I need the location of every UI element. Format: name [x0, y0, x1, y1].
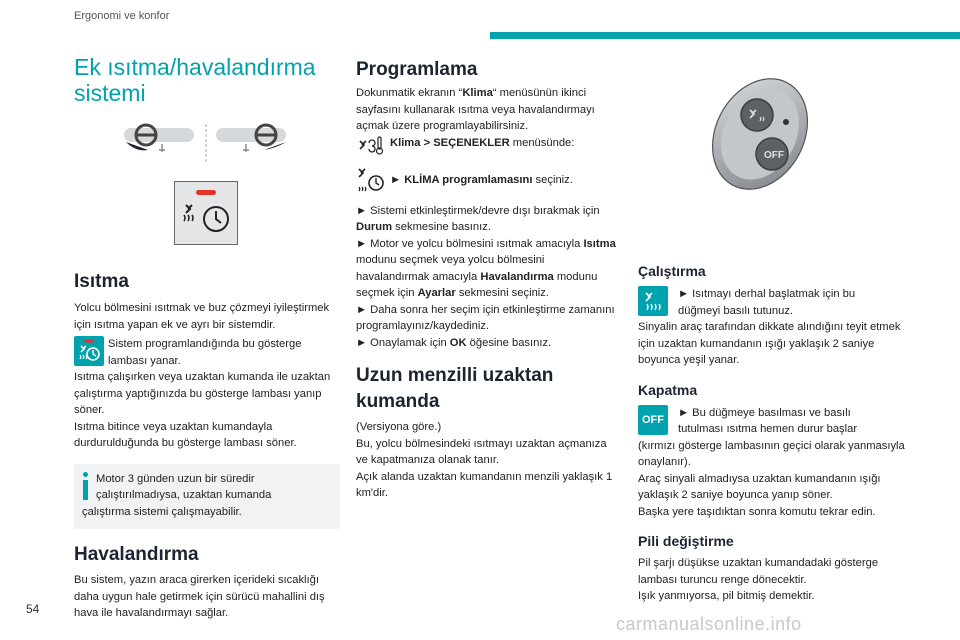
heading-battery: Pili değiştirme — [638, 533, 734, 549]
column-3 — [638, 54, 908, 605]
heading-remote: Uzun menzilli uzaktan kumanda — [356, 365, 554, 412]
info-note: Motor 3 günden uzun bir süredir çalıştırılmadıysa, uzaktan kumanda çalıştırma sistemi çalışmayabilir. — [74, 464, 340, 530]
remote-control-icon — [700, 72, 820, 202]
program-step-confirm: ► Onaylamak için OK öğesine basınız. — [356, 336, 552, 349]
off-button-icon: OFF — [638, 405, 668, 435]
heating-blink-text: Isıtma çalışırken veya uzaktan kumanda ile uzaktan çalıştırma yaptığınızda bu gösterge lambası yanıp söner. — [74, 371, 331, 416]
climate-program-icon — [356, 165, 386, 195]
header-accent-bar — [490, 32, 960, 39]
climate-fan-icon — [356, 135, 386, 157]
heater-panel-icon — [174, 181, 238, 245]
heading-heating: Isıtma — [74, 271, 129, 292]
menu-path-row: Klima > SEÇENEKLER menüsünde: — [356, 135, 620, 157]
remote-control-illustration — [700, 72, 820, 212]
heater-lamp-icon — [74, 336, 104, 366]
stop-confirm-text: (kırmızı gösterge lambasının geçici olarak yanmasıyla onaylanır). — [638, 439, 905, 468]
steering-wheels-icon — [124, 120, 288, 166]
column-1 — [74, 54, 340, 622]
program-step-time: ► Daha sonra her seçim için etkinleştirme zamanını programlayınız/kaydediniz. — [356, 303, 615, 332]
heat-button-icon — [638, 286, 668, 316]
battery-dead-text: Işık yanmıyorsa, pil bitmiş demektir. — [638, 590, 815, 602]
programming-intro: Dokunmatik ekranın “Klima“ menüsünün ikinci sayfasını kullanarak ısıtma veya havalandırmayı açmak üzere programlayabilirsiniz. — [356, 87, 595, 132]
heading-stop: Kapatma — [638, 381, 698, 398]
heading-ventilation: Havalandırma — [74, 544, 199, 565]
program-step-mode: ► Motor ve yolcu bölmesini ısıtmak amacıyla Isıtma modunu seçmek veya yolcu bölmesini havalandırmak amacıyla Havalandırma modunu seçmek için Ayarlar sekmesini seçiniz. — [356, 237, 616, 299]
section-title: Ek ısıtma/havalandırma sistemi — [74, 54, 316, 106]
page-number: 54 — [26, 602, 40, 616]
heating-off-text: Isıtma bitince veya uzaktan kumandayla durdurulduğunda bu gösterge lambası söner. — [74, 420, 297, 449]
program-step-status: ► Sistemi etkinleştirmek/devre dışı bırakmak için Durum sekmesine basınız. — [356, 204, 600, 233]
stop-button-row: OFF ► Bu düğmeye basılması ve basılı tutulması ısıtma hemen durur başlar — [638, 405, 908, 438]
indicator-lamp-row: Sistem programlandığında bu gösterge lambası yanar. — [74, 336, 340, 369]
remote-desc: Bu, yolcu bölmesindeki ısıtmayı uzaktan açmanıza ve kapatmanıza olanak tanır. — [356, 437, 607, 466]
start-button-row: ► Isıtmayı derhal başlatmak için bu düğmeyi basılı tutunuz. — [638, 286, 908, 319]
stop-fail-text: Araç sinyali almadıysa uzaktan kumandanın ışığı yaklaşık 2 saniye boyunca yanıp söner. — [638, 472, 881, 501]
remote-version: (Versiyona göre.) — [356, 421, 442, 433]
stop-retry-text: Başka yere taşıdıktan sonra komutu tekrar edin. — [638, 505, 876, 518]
heater-button-illustration — [174, 181, 340, 250]
heating-intro: Yolcu bölmesini ısıtmak ve buz çözmeyi iyileştirmek için ısıtma yapan ek ve ayrı bir sistemdir. — [74, 302, 330, 331]
remote-range: Açık alanda uzaktan kumandanın menzili yaklaşık 1 km'dir. — [356, 470, 613, 499]
battery-low-text: Pil şarjı düşükse uzaktan kumandadaki gösterge lambası turuncu renge dönecektir. — [638, 557, 879, 586]
column-2 — [356, 54, 620, 502]
ventilation-text: Bu sistem, yazın araca girerken içerideki sıcaklığı daha uygun hale getirmek için sürücü mahallini dış hava ile havalandırmayı sağlar. — [74, 574, 325, 619]
remote-off-label: OFF — [764, 150, 784, 161]
climate-programming-row: ► KLİMA programlamasını seçiniz. — [356, 165, 620, 195]
info-icon — [82, 471, 90, 521]
heading-start: Çalıştırma — [638, 263, 706, 279]
heading-programming: Programlama — [356, 59, 478, 80]
running-head: Ergonomi ve konfor — [74, 10, 170, 22]
watermark: carmanualsonline.info — [616, 614, 802, 634]
dashboard-vents-illustration — [124, 120, 340, 171]
start-confirm-text: Sinyalin araç tarafından dikkate alındığını teyit etmek için uzaktan kumandanın ışığı yaklaşık 2 saniye boyunca yeşil yanar. — [638, 321, 901, 366]
